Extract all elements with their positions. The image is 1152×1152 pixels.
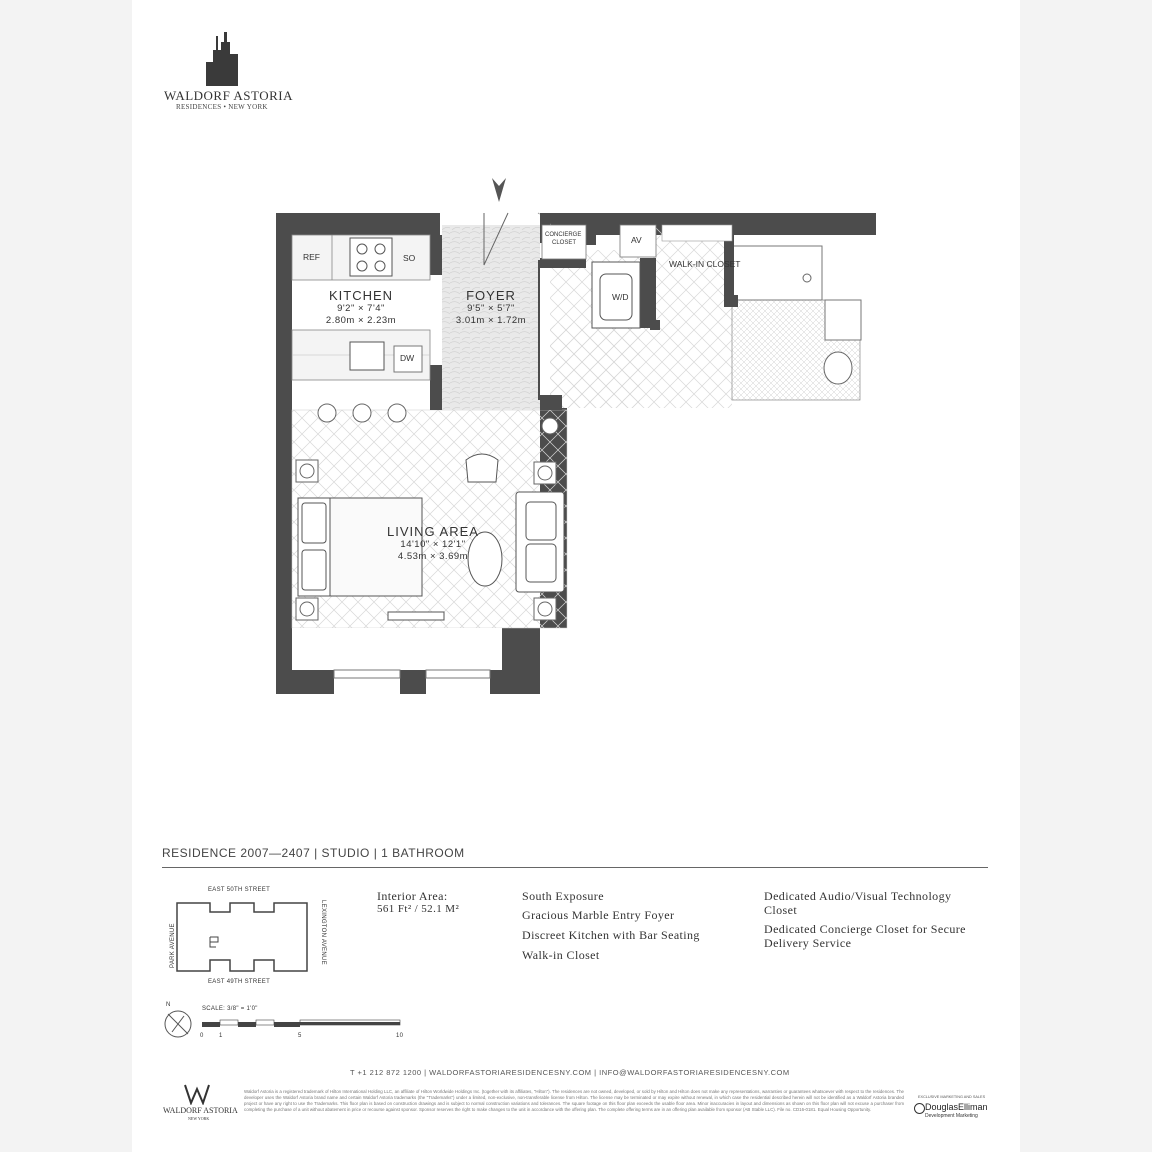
scale-label: SCALE: 3/8" = 1'0": [202, 1006, 258, 1012]
living-label: [368, 524, 498, 563]
divider-line: [162, 867, 988, 868]
concierge-label-1: CONCIERGE: [545, 232, 582, 238]
foyer-dim-metric: 3.01m × 1.72m: [455, 315, 527, 326]
wd-label: W/D: [612, 292, 629, 302]
feature-6: Dedicated Concierge Closet for Secure Delivery Service: [764, 922, 966, 950]
so-label: SO: [403, 253, 416, 263]
scale-tick-1: 1: [219, 1033, 223, 1039]
dw-label: DW: [400, 353, 415, 363]
cooktop-icon: [350, 238, 392, 276]
sink-icon: [350, 342, 384, 370]
kitchen-label: [296, 288, 426, 327]
armchair-icon: [466, 454, 498, 482]
bar-stools: [318, 404, 406, 422]
key-north-street: EAST 50TH STREET: [208, 887, 271, 893]
legal-text: Waldorf Astoria is a registered trademark of Hilton International Holding LLC, an affiliate of Hilton Worldwide Holdings Inc. (together with its affiliates, "Hilton"). The residences are not owned, developed, or sold by Hilton and Hilton does not make any representations, warranties or guarantees whatsoever with respect to the residences. The developer uses the Waldorf Astoria brand name and certain Waldorf Astoria trademarks (the "Trademarks") under a limited, non-exclusive, non-transferable license from Hilton. The license may be terminated or may expire without renewal, in which case the residential described herein will not be identified as a Waldorf Astoria branded project or have any right to use the Trademarks. This floor plan is based on construction drawings and is subject to normal construction variations and tolerances. The square footage on this floor plan exceeds the usable floor area. Minor inaccuracies in layout and dimensions as shown on this floor plan will not excuse a purchaser from completing the purchase of a unit without abatement in price or recourse against sponsor. Sponsor reserves the right to make changes to the unit in accordance with the offering plan. The complete offering terms are in an offering plan available from sponsor (AB Stable LLC). File no. CD16-0181. Equal Housing Opportunity.: [244, 1089, 904, 1112]
brand-subtitle: RESIDENCES • NEW YORK: [176, 103, 268, 111]
entry-arrow-icon: [492, 178, 506, 202]
feature-1: South Exposure: [522, 889, 604, 903]
sofa-icon: [516, 492, 564, 592]
concierge-label-2: CLOSET: [552, 240, 577, 246]
footer-brand-name: WALDORF ASTORIA: [163, 1106, 238, 1115]
shower: [732, 246, 822, 300]
toilet-icon: [824, 352, 852, 384]
key-east-avenue: LEXINGTON AVENUE: [320, 900, 326, 965]
key-west-avenue: PARK AVENUE: [170, 923, 176, 968]
vanity-icon: [825, 300, 861, 340]
foyer-dim-imperial: 9'5" × 5'7": [467, 303, 515, 314]
ref-label: REF: [303, 252, 320, 262]
living-name: LIVING AREA: [387, 524, 479, 539]
agent-logo-icon: [914, 1103, 925, 1114]
skyline-logo-icon: [204, 32, 240, 86]
kitchen-dim-metric: 2.80m × 2.23m: [325, 315, 397, 326]
key-plan: [176, 902, 308, 972]
feature-4: Walk-in Closet: [522, 948, 600, 962]
feature-5: Dedicated Audio/Visual Technology Closet: [764, 889, 952, 917]
feature-2: Gracious Marble Entry Foyer: [522, 908, 675, 922]
interior-area-value: 561 Ft² / 52.1 M²: [377, 903, 460, 915]
foyer-name: FOYER: [466, 288, 516, 303]
scale-tick-10: 10: [396, 1033, 404, 1039]
living-dim-imperial: 14'10" × 12'1": [400, 539, 466, 550]
interior-area-label: Interior Area:: [377, 889, 448, 903]
foyer-label: [431, 288, 551, 327]
scale-tick-5: 5: [298, 1033, 302, 1039]
agent-name: DouglasElliman: [925, 1102, 988, 1112]
contact-line: T +1 212 872 1200 | WALDORFASTORIARESIDENCESNY.COM | INFO@WALDORFASTORIARESIDENCESNY.COM: [350, 1068, 790, 1077]
brand-name: WALDORF ASTORIA: [164, 88, 293, 103]
kitchen-name: KITCHEN: [328, 288, 394, 303]
residence-heading: RESIDENCE 2007—2407 | STUDIO | 1 BATHROOM: [162, 846, 465, 860]
tv-console-icon: [388, 612, 444, 620]
agent-label: EXCLUSIVE MARKETING AND SALES: [918, 1095, 986, 1099]
living-dim-metric: 4.53m × 3.69m: [397, 551, 469, 562]
kitchen-dim-imperial: 9'2" × 7'4": [337, 303, 385, 314]
av-label: AV: [631, 235, 642, 245]
key-south-street: EAST 49TH STREET: [208, 979, 271, 985]
agent-division: Development Marketing: [925, 1113, 978, 1119]
floor-plan: [270, 170, 882, 700]
footer-brand-sub: NEW YORK: [188, 1116, 210, 1121]
north-label: N: [166, 1002, 171, 1008]
feature-3: Discreet Kitchen with Bar Seating: [522, 928, 700, 942]
walkin-closet-label: WALK-IN CLOSET: [669, 259, 741, 269]
wa-monogram-icon: [184, 1083, 210, 1105]
scale-tick-0: 0: [200, 1033, 204, 1039]
